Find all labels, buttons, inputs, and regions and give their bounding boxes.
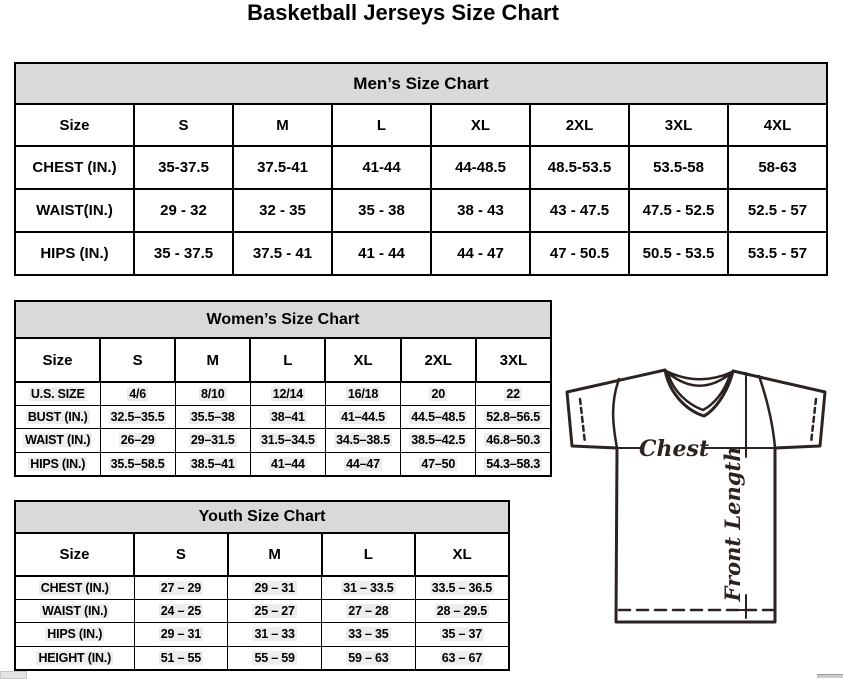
youth-cell: 33 – 35 <box>322 623 416 646</box>
youth-cell: 35 – 37 <box>415 623 509 646</box>
youth-hips-row <box>15 623 509 646</box>
womens-cell: 12/14 <box>250 382 325 405</box>
youth-row-label: HEIGHT (IN.) <box>15 646 134 669</box>
womens-cell: 38.5–41 <box>175 452 250 475</box>
womens-cell: 54.3–58.3 <box>476 452 551 475</box>
womens-corner-header: Size <box>15 338 100 382</box>
mens-col-header: L <box>332 104 431 146</box>
mens-col-header: XL <box>431 104 530 146</box>
womens-cell: 46.8–50.3 <box>476 429 551 452</box>
mens-chart-title: Men’s Size Chart <box>15 63 827 104</box>
womens-cell: 44–47 <box>325 452 400 475</box>
mens-cell: 53.5 - 57 <box>728 232 827 275</box>
mens-cell: 35-37.5 <box>134 146 233 189</box>
youth-col-header: L <box>322 533 416 576</box>
mens-row-label: HIPS (IN.) <box>15 232 134 275</box>
womens-ussize-row <box>15 382 551 405</box>
youth-cell: 29 – 31 <box>134 623 228 646</box>
womens-cell: 20 <box>401 382 476 405</box>
mens-cell: 37.5 - 41 <box>233 232 332 275</box>
youth-row-label: CHEST (IN.) <box>15 576 134 599</box>
youth-row-label: HIPS (IN.) <box>15 623 134 646</box>
mens-cell: 29 - 32 <box>134 189 233 232</box>
womens-cell: 41–44.5 <box>325 405 400 428</box>
womens-col-header: XL <box>325 338 400 382</box>
mens-cell: 47.5 - 52.5 <box>629 189 728 232</box>
womens-cell: 31.5–34.5 <box>250 429 325 452</box>
womens-cell: 44.5–48.5 <box>401 405 476 428</box>
mens-row-label: WAIST(IN.) <box>15 189 134 232</box>
youth-cell: 29 – 31 <box>228 576 322 599</box>
womens-size-chart-table <box>14 300 552 477</box>
mens-cell: 41-44 <box>332 146 431 189</box>
womens-cell: 38–41 <box>250 405 325 428</box>
youth-cell: 59 – 63 <box>322 646 416 669</box>
mens-cell: 50.5 - 53.5 <box>629 232 728 275</box>
mens-chest-row <box>15 146 827 189</box>
mens-cell: 58-63 <box>728 146 827 189</box>
womens-hips-row <box>15 452 551 475</box>
womens-cell: 41–44 <box>250 452 325 475</box>
youth-row-label: WAIST (IN.) <box>15 599 134 622</box>
youth-cell: 27 – 28 <box>322 599 416 622</box>
mens-size-chart-table <box>14 62 828 276</box>
womens-cell: 32.5–35.5 <box>100 405 175 428</box>
mens-cell: 41 - 44 <box>332 232 431 275</box>
page-title: Basketball Jerseys Size Chart <box>247 0 559 25</box>
youth-cell: 63 – 67 <box>415 646 509 669</box>
womens-col-header: 3XL <box>476 338 551 382</box>
womens-cell: 22 <box>476 382 551 405</box>
womens-col-header: S <box>100 338 175 382</box>
youth-cell: 33.5 – 36.5 <box>415 576 509 599</box>
youth-cell: 51 – 55 <box>134 646 228 669</box>
mens-cell: 38 - 43 <box>431 189 530 232</box>
mens-cell: 35 - 38 <box>332 189 431 232</box>
youth-cell: 25 – 27 <box>228 599 322 622</box>
womens-bust-row <box>15 405 551 428</box>
womens-row-label: BUST (IN.) <box>15 405 100 428</box>
mens-cell: 44-48.5 <box>431 146 530 189</box>
womens-cell: 47–50 <box>401 452 476 475</box>
mens-cell: 47 - 50.5 <box>530 232 629 275</box>
womens-cell: 16/18 <box>325 382 400 405</box>
youth-chart-title: Youth Size Chart <box>15 501 509 533</box>
youth-cell: 24 – 25 <box>134 599 228 622</box>
jersey-measurement-diagram <box>553 352 843 647</box>
womens-row-label: HIPS (IN.) <box>15 452 100 475</box>
womens-chart-title: Women’s Size Chart <box>15 301 551 338</box>
mens-col-header: 3XL <box>629 104 728 146</box>
mens-cell: 53.5-58 <box>629 146 728 189</box>
womens-row-label: U.S. SIZE <box>15 382 100 405</box>
womens-cell: 26–29 <box>100 429 175 452</box>
womens-row-label: WAIST (IN.) <box>15 429 100 452</box>
mens-col-header: 4XL <box>728 104 827 146</box>
mens-cell: 43 - 47.5 <box>530 189 629 232</box>
chest-label: Chest <box>638 436 710 462</box>
youth-chest-row <box>15 576 509 599</box>
youth-cell: 28 – 29.5 <box>415 599 509 622</box>
youth-size-chart-table <box>14 500 510 671</box>
mens-cell: 52.5 - 57 <box>728 189 827 232</box>
horizontal-scrollbar-fragment[interactable] <box>817 674 843 678</box>
womens-cell: 35.5–38 <box>175 405 250 428</box>
mens-cell: 32 - 35 <box>233 189 332 232</box>
mens-cell: 44 - 47 <box>431 232 530 275</box>
mens-hips-row <box>15 232 827 275</box>
womens-cell: 52.8–56.5 <box>476 405 551 428</box>
mens-col-header: S <box>134 104 233 146</box>
youth-cell: 31 – 33.5 <box>322 576 416 599</box>
womens-cell: 34.5–38.5 <box>325 429 400 452</box>
youth-cell: 55 – 59 <box>228 646 322 669</box>
womens-cell: 35.5–58.5 <box>100 452 175 475</box>
womens-cell: 38.5–42.5 <box>401 429 476 452</box>
youth-col-header: S <box>134 533 228 576</box>
mens-col-header: 2XL <box>530 104 629 146</box>
youth-cell: 27 – 29 <box>134 576 228 599</box>
youth-cell: 31 – 33 <box>228 623 322 646</box>
mens-col-header: M <box>233 104 332 146</box>
front-length-label: Front Length <box>720 446 745 602</box>
ui-fragment-bottom-left <box>0 671 27 679</box>
mens-corner-header: Size <box>15 104 134 146</box>
womens-cell: 8/10 <box>175 382 250 405</box>
youth-corner-header: Size <box>15 533 134 576</box>
womens-col-header: 2XL <box>401 338 476 382</box>
youth-height-row <box>15 646 509 669</box>
youth-waist-row <box>15 599 509 622</box>
mens-row-label: CHEST (IN.) <box>15 146 134 189</box>
mens-waist-row <box>15 189 827 232</box>
womens-col-header: L <box>250 338 325 382</box>
youth-col-header: XL <box>415 533 509 576</box>
youth-col-header: M <box>228 533 322 576</box>
jersey-collar-band <box>666 371 732 386</box>
mens-cell: 37.5-41 <box>233 146 332 189</box>
womens-cell: 4/6 <box>100 382 175 405</box>
womens-waist-row <box>15 429 551 452</box>
womens-col-header: M <box>175 338 250 382</box>
womens-cell: 29–31.5 <box>175 429 250 452</box>
mens-cell: 35 - 37.5 <box>134 232 233 275</box>
mens-cell: 48.5-53.5 <box>530 146 629 189</box>
